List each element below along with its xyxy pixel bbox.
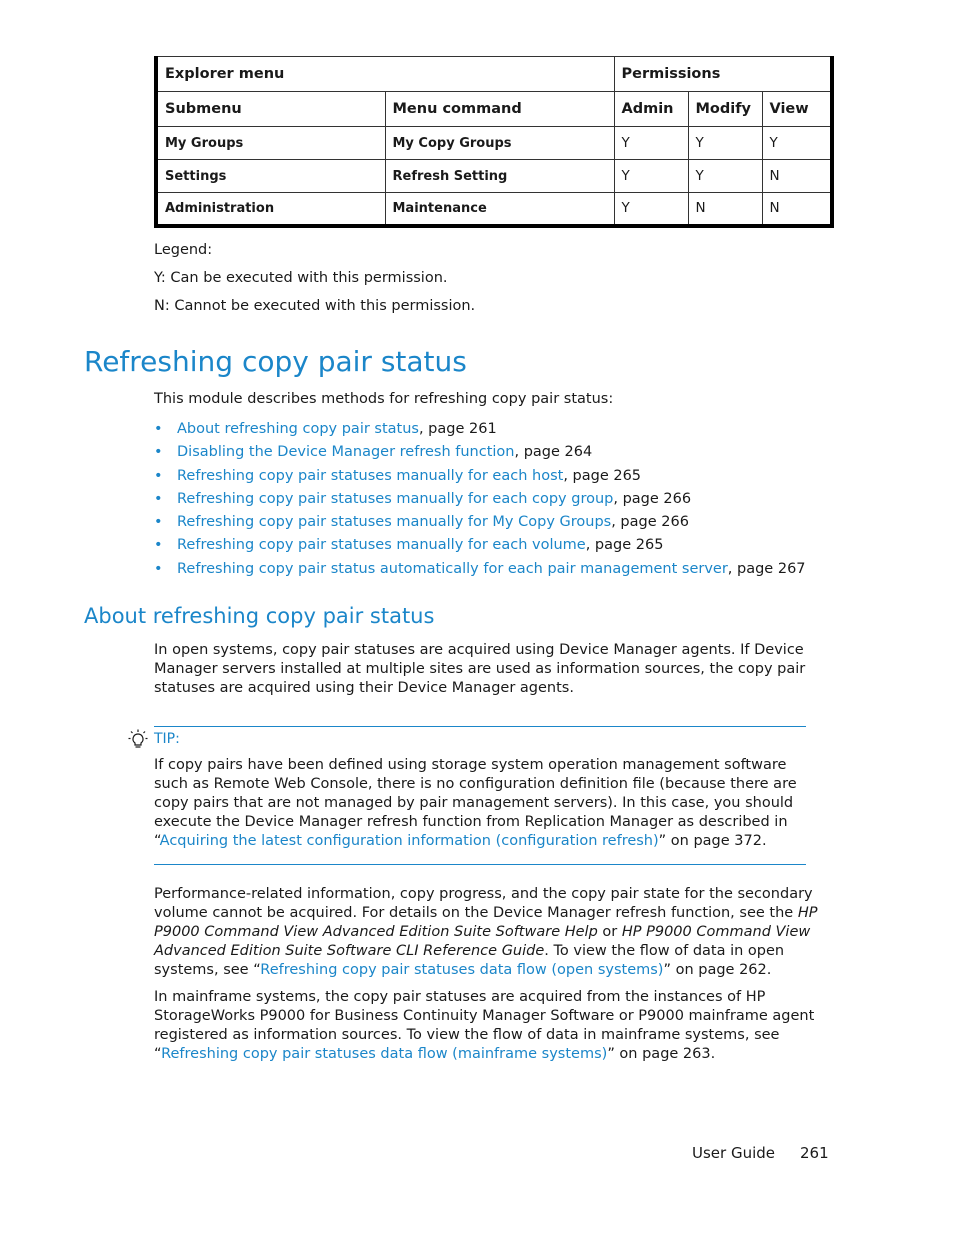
permissions-header: Permissions [614,57,832,92]
tip-top-rule [154,726,806,727]
legend-y: Y: Can be executed with this permission. [154,270,448,286]
subsection-title: About refreshing copy pair status [84,604,435,628]
tip-label: TIP: [154,731,180,747]
table-row [156,127,832,160]
cell-admin: Y [614,160,688,193]
p2-cli-title: HP P9000 Command View Advanced Edition Suite Software CLI Reference Guide [154,924,811,959]
table-group-header-row [156,57,832,92]
page-ref: , page 261 [418,421,497,437]
list-item [154,488,806,511]
p2-text: Performance-related information, copy progress, and the copy pair state for the secondary volume cannot be acquired. For details on the Device Manager refresh function, see the [154,886,813,921]
bullet: • [154,467,163,484]
cell-view: Y [762,127,832,160]
about-paragraph-3 [154,988,834,1064]
legend-n: N: Cannot be executed with this permission. [154,298,476,314]
link-acquiring-configuration[interactable]: Acquiring the latest configuration information (configuration refresh) [159,833,659,849]
cell-modify: Y [688,160,762,193]
link-refresh-each-copy-group[interactable]: Refreshing copy pair statuses manually for each copy group [177,490,614,507]
bullet: • [154,444,163,461]
cell-command: My Copy Groups [385,127,614,160]
bullet: • [154,560,163,577]
cell-submenu: Settings [156,160,385,193]
cell-submenu: My Groups [156,127,385,160]
p2-help-title: HP P9000 Command View Advanced Edition Suite Software Help [154,905,818,940]
link-about-refreshing[interactable]: About refreshing copy pair status [177,421,419,437]
cell-modify: N [688,193,762,226]
tip-bottom-rule [154,864,806,865]
cell-modify: Y [688,127,762,160]
p2-or: or [597,924,622,940]
column-header-admin: Admin [614,92,688,127]
column-header-menu-command: Menu command [385,92,614,127]
page-ref: , page 266 [613,490,692,507]
cell-admin: Y [614,193,688,226]
permissions-table [154,56,834,228]
bullet: • [154,514,163,531]
link-data-flow-mainframe[interactable]: Refreshing copy pair statuses data flow (mainframe systems) [161,1046,608,1062]
tip-text [154,756,814,851]
bullet: • [154,490,163,507]
section-title: Refreshing copy pair status [84,345,467,378]
link-refresh-each-host[interactable]: Refreshing copy pair statuses manually for each host [177,467,564,484]
link-refresh-each-volume[interactable]: Refreshing copy pair statuses manually for each volume [177,537,586,554]
about-paragraph-1: In open systems, copy pair statuses are acquired using Device Manager agents. If Device Manager servers installed at multiple sites are used as information sources, the copy pair statuses are acquired using their Device Manager agents. [154,642,806,696]
table-column-header-row [156,92,832,127]
legend-title: Legend: [154,242,213,258]
column-header-view: View [762,92,832,127]
list-item [154,558,806,581]
link-refresh-my-copy-groups[interactable]: Refreshing copy pair statuses manually for My Copy Groups [177,514,612,531]
cell-command: Maintenance [385,193,614,226]
list-item [154,534,806,557]
list-item [154,418,806,441]
explorer-menu-header: Explorer menu [156,57,614,92]
link-disabling-refresh[interactable]: Disabling the Device Manager refresh function [177,444,515,461]
list-item [154,465,806,488]
cell-command: Refresh Setting [385,160,614,193]
footer-page-number: 261 [800,1144,829,1162]
tip-page-ref: ” on page 372. [658,833,767,849]
p3-text: In mainframe systems, the copy pair statuses are acquired from the instances of HP StorageWorks P9000 for Business Continuity Manager Software or P9000 mainframe agent registered as information sources. To view the flow of data in mainframe systems, see “ [154,989,815,1062]
page-ref: , page 265 [563,467,642,484]
cell-view: N [762,160,832,193]
page-ref: , page 264 [514,444,593,461]
table-row [156,193,832,226]
bullet: • [154,537,163,554]
list-item [154,441,806,464]
p2-text-2: . To view the flow of data in open systems, see “ [154,943,785,978]
link-data-flow-open[interactable]: Refreshing copy pair statuses data flow (open systems) [260,962,664,978]
cell-view: N [762,193,832,226]
cell-submenu: Administration [156,193,385,226]
cell-admin: Y [614,127,688,160]
page-ref: , page 267 [727,560,806,577]
page-ref: , page 266 [611,514,689,531]
list-item [154,511,806,534]
column-header-modify: Modify [688,92,762,127]
p2-page-ref: ” on page 262. [663,962,772,978]
bullet: • [154,421,163,437]
link-refresh-auto-pair-server[interactable]: Refreshing copy pair status automatically for each pair management server [177,560,728,577]
page-ref: , page 265 [585,537,664,554]
lightbulb-icon [128,729,148,751]
table-row [156,160,832,193]
p3-page-ref: ” on page 263. [607,1046,716,1062]
module-link-list [154,418,806,581]
section-intro: This module describes methods for refreshing copy pair status: [154,391,614,407]
footer-guide-name: User Guide [692,1144,776,1162]
column-header-submenu: Submenu [156,92,385,127]
about-paragraph-2 [154,885,834,980]
tip-text-body: If copy pairs have been defined using storage system operation management software such as Remote Web Console, there is no configuration definition file (because there are copy pairs that are not managed by pair management servers). In this case, you should execute the Device Manager refresh function from Replication Manager as described in “ [154,757,797,849]
